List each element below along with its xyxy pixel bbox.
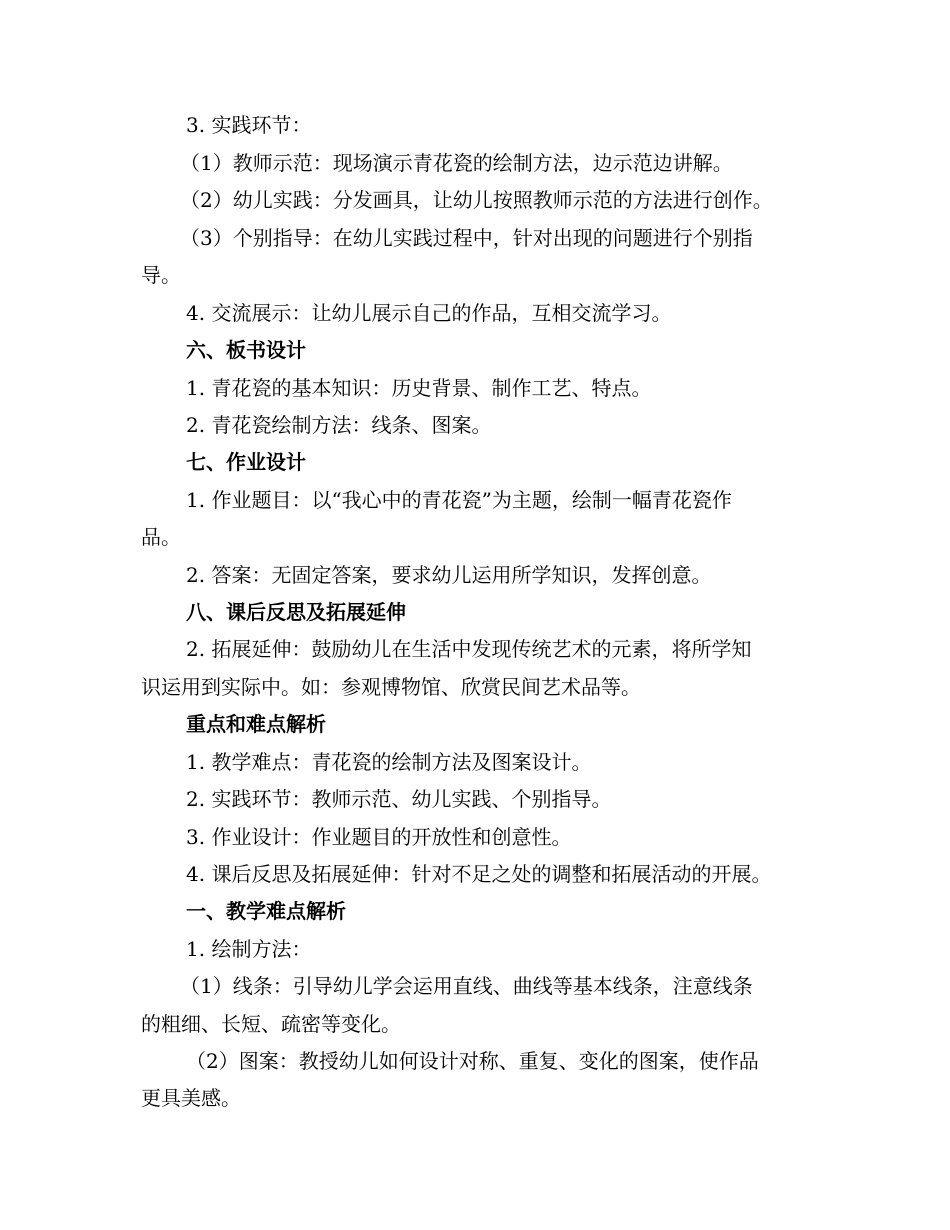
step-heading-practice: 3. 实践环节： xyxy=(186,113,312,137)
practice-item-individual-guidance: （3）个别指导：在幼儿实践过程中，针对出现的问题进行个别指 xyxy=(180,226,753,250)
practice-item-individual-guidance-cont: 导。 xyxy=(141,263,181,287)
key-point-item-3: 3. 作业设计：作业题目的开放性和创意性。 xyxy=(186,825,572,849)
section-heading-difficulty-analysis: 一、教学难点解析 xyxy=(186,899,346,923)
section-heading-board-design: 六、板书设计 xyxy=(186,338,306,362)
key-point-item-4: 4. 课后反思及拓展延伸：针对不足之处的调整和拓展活动的开展。 xyxy=(186,862,772,886)
difficulty-item-drawing-method: 1. 绘制方法： xyxy=(186,937,312,961)
step-heading-exchange: 4. 交流展示：让幼儿展示自己的作品，互相交流学习。 xyxy=(186,301,672,325)
homework-item-1-cont: 品。 xyxy=(141,525,181,549)
practice-item-child-practice: （2）幼儿实践：分发画具，让幼儿按照教师示范的方法进行创作。 xyxy=(180,188,773,212)
drawing-method-patterns-cont: 更具美感。 xyxy=(141,1086,241,1110)
section-heading-reflection: 八、课后反思及拓展延伸 xyxy=(186,600,406,624)
board-item-2: 2. 青花瓷绘制方法：线条、图案。 xyxy=(186,413,492,437)
reflection-item-2-cont: 识运用到实际中。如：参观博物馆、欣赏民间艺术品等。 xyxy=(141,675,641,699)
key-point-item-1: 1. 教学难点：青花瓷的绘制方法及图案设计。 xyxy=(186,750,592,774)
board-item-1: 1. 青花瓷的基本知识：历史背景、制作工艺、特点。 xyxy=(186,376,652,400)
section-heading-key-points: 重点和难点解析 xyxy=(186,712,326,736)
homework-item-2: 2. 答案：无固定答案，要求幼儿运用所学知识，发挥创意。 xyxy=(186,563,712,587)
drawing-method-patterns: （2）图案：教授幼儿如何设计对称、重复、变化的图案，使作品 xyxy=(186,1049,759,1073)
drawing-method-lines: （1）线条：引导幼儿学会运用直线、曲线等基本线条，注意线条 xyxy=(180,974,753,998)
drawing-method-lines-cont: 的粗细、长短、疏密等变化。 xyxy=(141,1012,401,1036)
homework-item-1: 1. 作业题目：以“我心中的青花瓷”为主题，绘制一幅青花瓷作 xyxy=(186,488,732,512)
key-point-item-2: 2. 实践环节：教师示范、幼儿实践、个别指导。 xyxy=(186,787,612,811)
reflection-item-2: 2. 拓展延伸：鼓励幼儿在生活中发现传统艺术的元素，将所学知 xyxy=(186,637,752,661)
practice-item-teacher-demo: （1）教师示范：现场演示青花瓷的绘制方法，边示范边讲解。 xyxy=(180,151,733,175)
section-heading-homework: 七、作业设计 xyxy=(186,450,306,474)
